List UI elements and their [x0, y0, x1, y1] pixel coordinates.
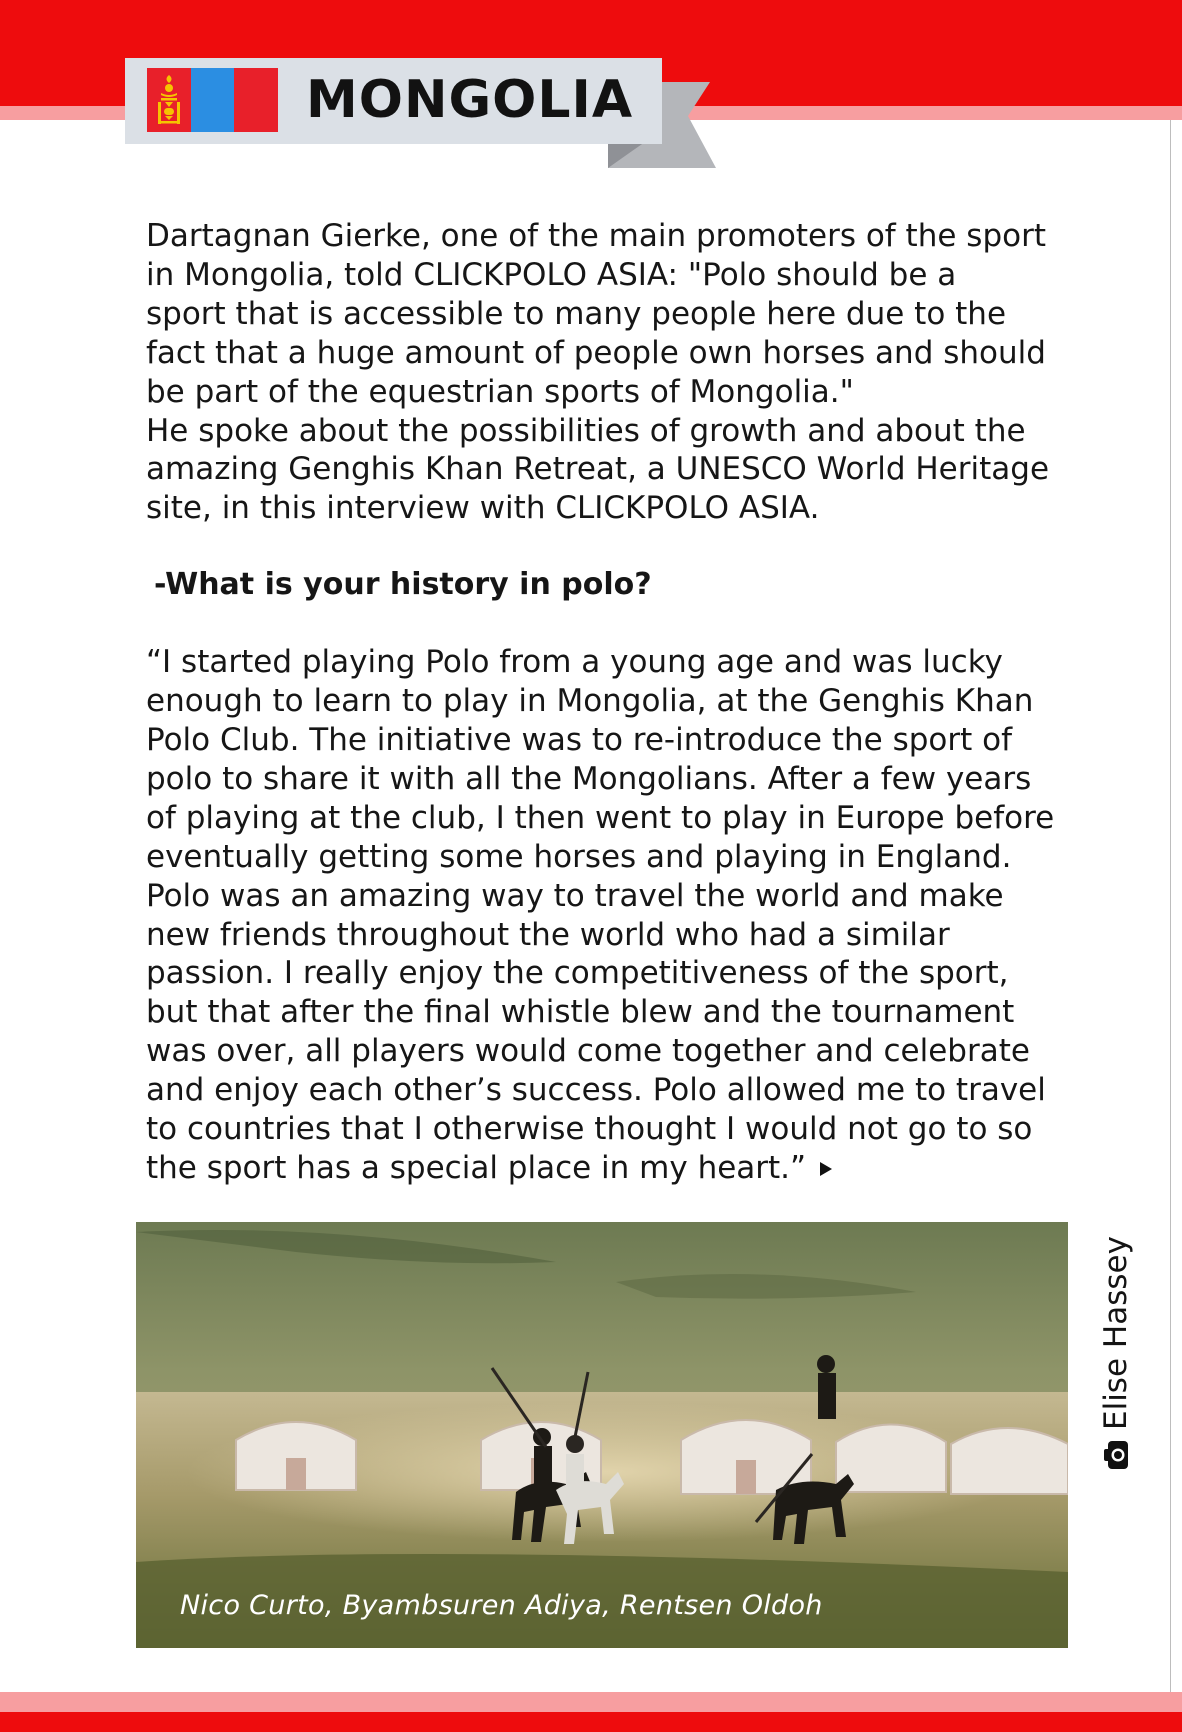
steppe-polo-image — [136, 1222, 1068, 1648]
right-page-rule — [1170, 120, 1171, 1692]
camera-icon — [1103, 1440, 1129, 1470]
soyombo-icon — [156, 74, 182, 126]
photo-credit-name: Elise Hassey — [1098, 1236, 1134, 1430]
answer-paragraph — [146, 643, 1086, 1188]
intro-paragraph: Dartagnan Gierke, one of the main promoters of the sport in Mongolia, told CLICKPOLO ASIA: "Polo should be a sport that is accessible to many people here due to the fact that a huge amount of people own horses and should be part of the equestrian sports of Mongolia." He spoke about the possibilities of growth and about the amazing Genghis Khan Retreat, a UNESCO World Heritage site, in this interview with CLICKPOLO ASIA. — [146, 218, 1050, 527]
continue-arrow-icon — [820, 1162, 832, 1176]
page-title: MONGOLIA — [306, 70, 634, 130]
photo-caption: Nico Curto, Byambsuren Adiya, Rentsen Oldoh — [180, 1590, 823, 1621]
bottom-red-band — [0, 1712, 1182, 1732]
mongolia-flag-icon — [147, 68, 278, 132]
interview-question: -What is your history in polo? — [154, 567, 652, 603]
answer-text: “I started playing Polo from a young age and was lucky enough to learn to play in Mongolia, at the Genghis Khan Polo Club. The initiative was to re-introduce the sport of polo to share it with all the Mongolians. After a few years of playing at the club, I then went to play in Europe before eventually getting some horses and playing in England. Polo was an amazing way to travel the world and make new friends throughout the world who had a similar passion. I really enjoy the competitiveness of the sport, but that after the final whistle blew and the tournament was over, all players would come together and celebrate and enjoy each other’s success. Polo allowed me to travel to countries that I otherwise thought I would not go to so the sport has a special place in my heart.” — [146, 644, 1055, 1186]
article-body — [146, 217, 1086, 1188]
title-banner — [125, 58, 662, 144]
bottom-pink-stripe — [0, 1692, 1182, 1712]
polo-photo — [136, 1222, 1068, 1648]
